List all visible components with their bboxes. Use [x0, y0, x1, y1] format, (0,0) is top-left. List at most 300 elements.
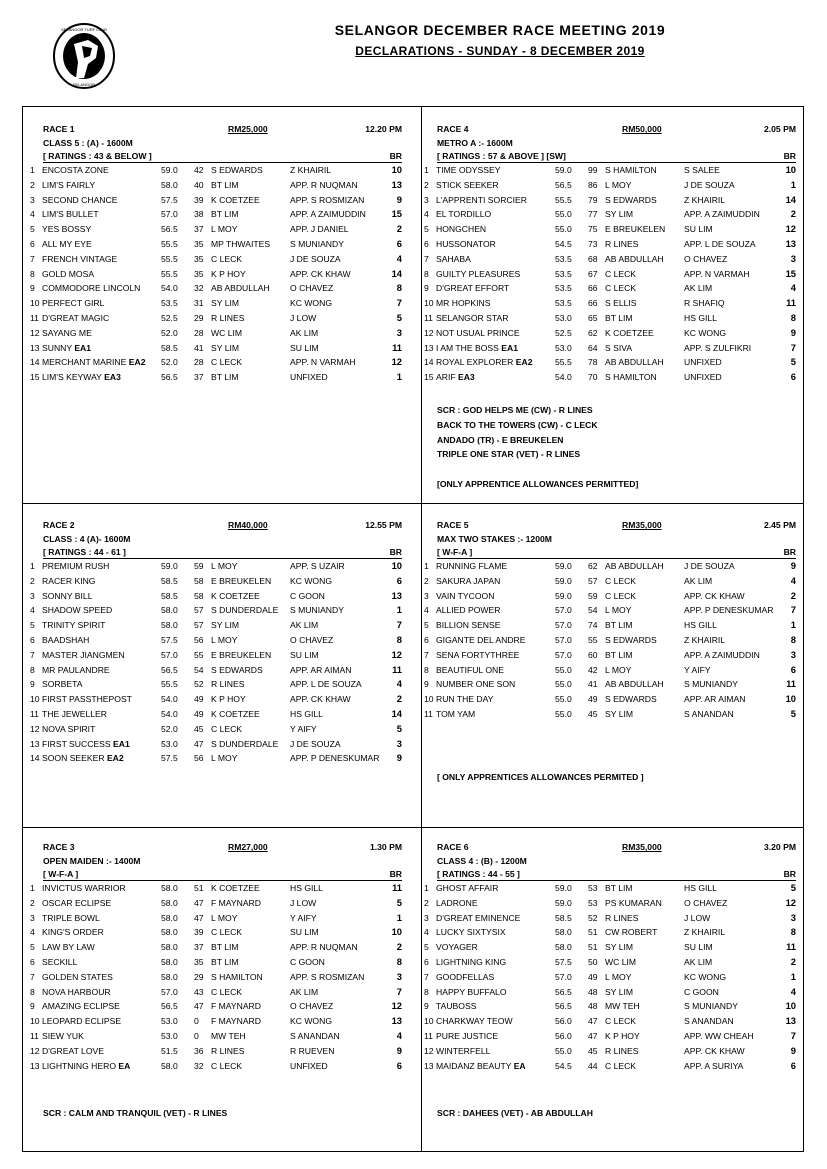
barrier: 11	[786, 941, 796, 953]
weight: 59.0	[555, 165, 572, 175]
runner-number: 6	[30, 238, 35, 249]
ea-badge: EA1	[74, 342, 92, 353]
runner-number: 1	[424, 561, 429, 571]
race-ratings-row	[30, 868, 402, 881]
weight: 54.5	[555, 238, 572, 249]
rating: 28	[194, 357, 204, 368]
rating: 62	[588, 561, 598, 571]
runner-number: 5	[30, 224, 35, 235]
runner-number: 6	[424, 634, 429, 645]
table-row	[30, 881, 402, 896]
horse-name	[436, 341, 518, 356]
horse-name	[42, 1029, 84, 1044]
rating: 0	[194, 1030, 199, 1041]
race-panel-5	[30, 842, 402, 1073]
horse-name	[436, 633, 525, 648]
weight: 57.5	[555, 956, 572, 967]
rating: 35	[194, 238, 204, 249]
trainer: UNFIXED	[290, 1060, 328, 1071]
ea-badge: EA1	[113, 738, 130, 749]
weight: 57.0	[161, 649, 178, 660]
barrier: 4	[790, 574, 796, 586]
barrier: 3	[396, 737, 402, 749]
runner-number: 7	[30, 971, 35, 982]
runner-number: 3	[424, 590, 429, 601]
horse-name-text: COMMODORE LINCOLN	[42, 283, 141, 294]
trainer: J LOW	[290, 897, 317, 908]
race-class: CLASS 4 : (B) - 1200M	[437, 856, 527, 866]
weight: 54.5	[555, 1060, 572, 1071]
horse-name	[42, 1059, 130, 1074]
barrier: 9	[790, 326, 796, 338]
runner-number: 7	[424, 253, 429, 264]
jockey: L MOY	[211, 561, 238, 571]
jockey: F MAYNARD	[211, 1016, 261, 1027]
trainer: APP. R NUQMAN	[290, 942, 358, 953]
ea-badge: EA	[118, 1060, 131, 1071]
horse-name	[42, 163, 109, 178]
rating: 28	[194, 327, 204, 338]
trainer: APP. N VARMAH	[684, 268, 750, 279]
weight: 57.0	[555, 620, 572, 631]
rating: 51	[588, 927, 598, 938]
horse-name	[42, 296, 104, 311]
barrier: 11	[786, 678, 796, 690]
runner-number: 6	[30, 956, 35, 967]
barrier: 7	[790, 604, 796, 616]
race-name: RACE 2	[43, 520, 75, 530]
horse-name	[42, 603, 112, 618]
jockey: AB ABDULLAH	[605, 561, 664, 571]
runner-number: 12	[30, 1045, 40, 1056]
table-row	[424, 1044, 796, 1059]
rating: 32	[194, 1060, 204, 1071]
horse-name-text: VAIN TYCOON	[436, 590, 495, 601]
horse-name	[42, 222, 91, 237]
rating: 58	[194, 575, 204, 586]
jockey: C LECK	[605, 1016, 637, 1027]
barrier: 13	[785, 237, 796, 249]
rating: 40	[194, 179, 204, 190]
trainer: S SALEE	[684, 165, 720, 175]
barrier: 2	[396, 693, 402, 705]
table-row	[424, 1029, 796, 1044]
barrier: 12	[391, 356, 402, 368]
horse-name	[42, 178, 95, 193]
jockey: PS KUMARAN	[605, 897, 662, 908]
horse-name-text: ENCOSTA ZONE	[42, 165, 109, 175]
trainer: KC WONG	[290, 575, 333, 586]
trainer: C GOON	[684, 986, 719, 997]
weight: 59.0	[161, 561, 178, 571]
horse-name	[436, 237, 496, 252]
trainer: J DE SOUZA	[290, 738, 341, 749]
jockey: S HAMILTON	[211, 971, 263, 982]
trainer: Y AIFY	[290, 912, 317, 923]
rating: 50	[588, 956, 598, 967]
rating: 66	[588, 298, 598, 309]
race-header	[424, 124, 796, 137]
horse-name-text: SORBETA	[42, 679, 83, 690]
horse-name-text: GUILTY PLEASURES	[436, 268, 521, 279]
horse-name	[436, 677, 515, 692]
table-row	[424, 589, 796, 604]
race-prize: RM50,000	[622, 124, 662, 134]
trainer: O CHAVEZ	[684, 253, 728, 264]
jockey: K COETZEE	[211, 194, 260, 205]
barrier: 11	[392, 882, 402, 893]
trainer: SU LIM	[290, 649, 319, 660]
barrier: 8	[396, 633, 402, 645]
trainer: S ANANDAN	[684, 708, 734, 719]
note-line: SCR : DAHEES (VET) - AB ABDULLAH	[437, 1108, 593, 1118]
trainer: S ANANDAN	[290, 1030, 340, 1041]
rating: 42	[588, 664, 598, 675]
br-header: BR	[389, 151, 402, 161]
race-name: RACE 6	[437, 842, 469, 852]
horse-name-text: AMAZING ECLIPSE	[42, 1001, 120, 1012]
race-ratings: [ W-F-A ]	[43, 869, 79, 879]
horse-name-text: LAW BY LAW	[42, 942, 95, 953]
barrier: 11	[392, 663, 402, 675]
rating: 57	[588, 575, 598, 586]
weight: 54.0	[161, 283, 178, 294]
barrier: 4	[396, 1029, 402, 1041]
runner-number: 10	[424, 298, 434, 309]
horse-name	[436, 370, 475, 385]
table-row	[30, 237, 402, 252]
runner-number: 9	[424, 679, 429, 690]
table-row	[424, 881, 796, 896]
horse-name-text: STICK SEEKER	[436, 179, 499, 190]
horse-name	[436, 193, 527, 208]
runner-number: 9	[30, 679, 35, 690]
horse-name	[42, 692, 132, 707]
barrier: 5	[396, 311, 402, 323]
horse-name-text: D'GREAT MAGIC	[42, 312, 110, 323]
weight: 59.0	[555, 590, 572, 601]
horse-name-text: WINTERFELL	[436, 1045, 491, 1056]
br-header: BR	[783, 547, 796, 557]
race-notes	[424, 755, 809, 785]
rating: 45	[588, 708, 598, 719]
rating: 56	[194, 634, 204, 645]
jockey: C LECK	[211, 927, 243, 938]
horse-name-text: D'GREAT EFFORT	[436, 283, 510, 294]
jockey: S ELLIS	[605, 298, 637, 309]
barrier: 12	[785, 223, 796, 235]
rating: 68	[588, 253, 598, 264]
race-time: 1.30 PM	[369, 842, 402, 852]
trainer: SU LIM	[684, 224, 713, 235]
runner-number: 1	[30, 165, 35, 175]
barrier: 3	[790, 252, 796, 264]
barrier: 1	[790, 619, 796, 631]
runner-number: 11	[424, 312, 433, 323]
race-ratings: [ RATINGS : 44 - 55 ]	[437, 869, 520, 879]
horse-name-text: RUN THE DAY	[436, 694, 494, 705]
table-row	[424, 618, 796, 633]
horse-name-text: HONGCHEN	[436, 224, 487, 235]
runner-number: 15	[30, 372, 40, 383]
runner-number: 4	[30, 209, 35, 220]
barrier: 3	[396, 326, 402, 338]
horse-name	[42, 1044, 104, 1059]
runner-number: 4	[424, 209, 429, 220]
jockey: SY LIM	[211, 620, 240, 631]
jockey: BT LIM	[605, 649, 633, 660]
horse-name	[42, 677, 82, 692]
rating: 70	[588, 372, 598, 383]
race-time: 12.55 PM	[365, 520, 402, 530]
trainer: Z KHAIRIL	[684, 927, 726, 938]
horse-name	[42, 737, 130, 752]
horse-name	[42, 970, 113, 985]
horse-name	[436, 178, 499, 193]
table-row	[424, 1014, 796, 1029]
horse-name	[42, 559, 109, 574]
jockey: S DUNDERDALE	[211, 738, 279, 749]
barrier: 1	[396, 604, 402, 616]
rating: 36	[194, 1045, 204, 1056]
horse-name-text: GOLDEN STATES	[42, 971, 113, 982]
horse-name	[42, 707, 107, 722]
barrier: 7	[790, 1029, 796, 1041]
jockey: K COETZEE	[605, 327, 654, 338]
trainer: UNFIXED	[684, 372, 722, 383]
race-name: RACE 4	[437, 124, 469, 134]
barrier: 3	[790, 911, 796, 923]
rating: 48	[588, 1001, 598, 1012]
table-row	[30, 252, 402, 267]
jockey: AB ABDULLAH	[605, 253, 664, 264]
weight: 54.0	[161, 694, 178, 705]
barrier: 1	[396, 911, 402, 923]
rating: 52	[194, 679, 204, 690]
weight: 58.0	[161, 971, 178, 982]
rating: 60	[588, 649, 598, 660]
barrier: 15	[785, 267, 796, 279]
weight: 55.0	[555, 679, 572, 690]
table-row	[424, 663, 796, 678]
barrier: 4	[396, 252, 402, 264]
trainer: J LOW	[684, 912, 711, 923]
row-divider-1	[22, 503, 804, 504]
jockey: L MOY	[211, 634, 238, 645]
note-line: SCR : GOD HELPS ME (CW) - R LINES	[437, 405, 593, 415]
horse-name	[436, 999, 476, 1014]
jockey: S HAMILTON	[605, 372, 657, 383]
note-line: SCR : CALM AND TRANQUIL (VET) - R LINES	[43, 1108, 228, 1118]
runner-number: 5	[30, 620, 35, 631]
runner-number: 3	[424, 194, 429, 205]
table-row	[30, 707, 402, 722]
runner-number: 4	[424, 927, 429, 938]
runner-number: 7	[30, 253, 35, 264]
rating: 54	[194, 664, 204, 675]
runner-number: 8	[424, 268, 429, 279]
trainer: APP. P DENESKUMAR	[684, 605, 774, 616]
ea-badge: EA2	[128, 357, 146, 368]
br-header: BR	[783, 869, 796, 879]
rating: 99	[588, 165, 598, 175]
barrier: 2	[790, 589, 796, 601]
table-row	[424, 940, 796, 955]
barrier: 2	[396, 223, 402, 235]
weight: 58.5	[555, 912, 572, 923]
jockey: L MOY	[605, 179, 632, 190]
logo-text-top: SELANGOR TURF CLUB	[61, 27, 107, 32]
jockey: BT LIM	[605, 312, 633, 323]
runner-number: 5	[30, 942, 35, 953]
runner-number: 14	[30, 753, 40, 764]
runner-number: 6	[30, 634, 35, 645]
table-row	[424, 970, 796, 985]
table-row	[424, 985, 796, 1000]
rating: 47	[588, 1016, 598, 1027]
jockey: MP THWAITES	[211, 238, 271, 249]
ea-badge: EA2	[515, 357, 533, 368]
barrier: 13	[785, 1015, 796, 1027]
horse-name	[42, 237, 92, 252]
barrier: 10	[785, 1000, 796, 1012]
weight: 57.0	[161, 986, 178, 997]
barrier: 5	[790, 707, 796, 719]
horse-name-text: PURE JUSTICE	[436, 1030, 499, 1041]
horse-name	[436, 559, 507, 574]
weight: 56.5	[161, 224, 178, 235]
horse-name	[436, 311, 508, 326]
jockey: C LECK	[211, 723, 243, 734]
trainer: Z KHAIRIL	[684, 194, 726, 205]
trainer: HS GILL	[684, 312, 717, 323]
rating: 79	[588, 194, 598, 205]
runner-number: 9	[30, 283, 35, 294]
rating: 47	[194, 897, 204, 908]
table-row	[30, 677, 402, 692]
jockey: S SIVA	[605, 342, 633, 353]
horse-name-text: GOLD MOSA	[42, 268, 95, 279]
rating: 43	[194, 986, 204, 997]
rating: 44	[588, 1060, 598, 1071]
barrier: 12	[391, 1000, 402, 1012]
jockey: BT LIM	[211, 179, 239, 190]
weight: 58.0	[161, 912, 178, 923]
horse-name	[42, 267, 94, 282]
runner-number: 11	[424, 708, 433, 719]
row-divider-2	[22, 827, 804, 828]
horse-name-text: BEAUTIFUL ONE	[436, 664, 504, 675]
table-row	[424, 311, 796, 326]
weight: 57.0	[555, 605, 572, 616]
rating: 45	[588, 1045, 598, 1056]
rating: 78	[588, 357, 598, 368]
horse-name	[436, 281, 509, 296]
horse-name-text: LIGHTNING KING	[436, 956, 507, 967]
barrier: 5	[396, 896, 402, 908]
horse-name-text: SAKURA JAPAN	[436, 575, 501, 586]
race-class: CLASS : 4 (A)- 1600M	[43, 534, 131, 544]
horse-name	[436, 663, 504, 678]
jockey: R LINES	[605, 238, 639, 249]
table-row	[30, 1029, 402, 1044]
ea-badge: EA3	[457, 372, 475, 383]
horse-name	[436, 207, 491, 222]
horse-name-text: TAUBOSS	[436, 1001, 477, 1012]
ea-badge: EA	[513, 1060, 526, 1071]
jockey: R LINES	[211, 679, 245, 690]
rating: 53	[588, 897, 598, 908]
note-line: TRIPLE ONE STAR (VET) - R LINES	[437, 449, 581, 460]
weight: 59.0	[555, 561, 572, 571]
barrier: 10	[391, 164, 402, 175]
horse-name-text: BAADSHAH	[42, 634, 90, 645]
horse-name	[42, 881, 126, 896]
weight: 56.5	[555, 1001, 572, 1012]
trainer: APP. S ROSMIZAN	[290, 194, 365, 205]
trainer: APP. P DENESKUMAR	[290, 753, 380, 764]
table-row	[30, 970, 402, 985]
table-row	[424, 574, 796, 589]
barrier: 7	[396, 619, 402, 631]
barrier: 6	[790, 1059, 796, 1071]
jockey: F MAYNARD	[211, 1001, 261, 1012]
barrier: 5	[396, 722, 402, 734]
horse-name-text: I AM THE BOSS	[436, 342, 499, 353]
horse-name-text: RUNNING FLAME	[436, 561, 508, 571]
weight: 58.0	[555, 927, 572, 938]
horse-name	[436, 326, 520, 341]
weight: 58.0	[555, 942, 572, 953]
race-notes	[30, 1106, 415, 1121]
horse-name-text: TRIPLE BOWL	[42, 912, 100, 923]
trainer: APP. J DANIEL	[290, 224, 349, 235]
rating: 47	[194, 1001, 204, 1012]
runner-number: 6	[424, 238, 429, 249]
horse-name-text: LUCKY SIXTYSIX	[436, 927, 506, 938]
jockey: S EDWARDS	[605, 634, 657, 645]
weight: 53.0	[161, 738, 178, 749]
rating: 67	[588, 268, 598, 279]
horse-name-text: LIGHTNING HERO	[42, 1060, 117, 1071]
race-ratings: [ W-F-A ]	[437, 547, 473, 557]
runner-number: 1	[30, 561, 35, 571]
weight: 58.0	[161, 1060, 178, 1071]
trainer: HS GILL	[684, 883, 717, 893]
horse-name	[42, 252, 117, 267]
weight: 58.0	[161, 605, 178, 616]
page-subtitle: DECLARATIONS - SUNDAY - 8 DECEMBER 2019	[355, 44, 645, 58]
rating: 41	[588, 679, 598, 690]
table-row	[424, 1059, 796, 1074]
weight: 55.5	[161, 238, 178, 249]
runner-number: 4	[424, 605, 429, 616]
trainer: S MUNIANDY	[684, 679, 738, 690]
horse-name-text: THE JEWELLER	[42, 708, 107, 719]
race-ratings-row	[424, 150, 796, 163]
horse-name-text: SOON SEEKER	[42, 753, 105, 764]
weight: 59.0	[555, 883, 572, 893]
horse-name	[436, 1029, 498, 1044]
horse-name	[42, 355, 145, 370]
horse-name-text: ARIF	[436, 372, 456, 383]
trainer: O CHAVEZ	[290, 634, 334, 645]
rating: 49	[588, 971, 598, 982]
rating: 42	[194, 165, 204, 175]
weight: 55.5	[161, 268, 178, 279]
horse-name-text: SAHABA	[436, 253, 471, 264]
weight: 52.0	[161, 723, 178, 734]
